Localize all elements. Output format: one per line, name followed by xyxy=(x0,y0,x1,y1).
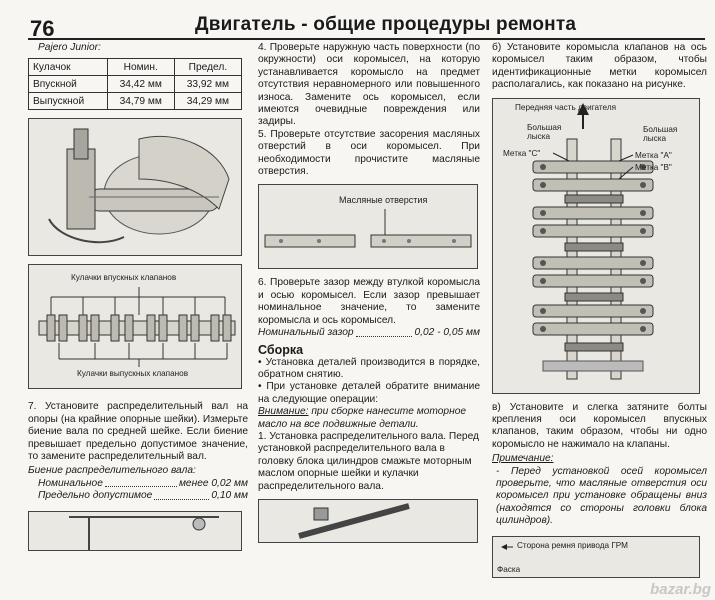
rocker-arms-figure xyxy=(492,98,700,394)
clearance-spec xyxy=(258,327,480,339)
runout-figure xyxy=(28,511,242,551)
step-c-text: в) Установите и слегка затяните болты крепления оси коромысел впускных клапанов, таким образом, чтобы ни одно коромысло не нажимало на клапаны. xyxy=(492,401,707,450)
watermark: bazar.bg xyxy=(650,581,711,598)
table-cell: Выпускной xyxy=(29,93,108,110)
attention-note xyxy=(258,406,480,431)
timing-belt-side-label: Сторона ремня привода ГРМ xyxy=(517,540,628,550)
clearance-label: Номинальный зазор xyxy=(258,327,354,339)
runout-title: Биение распределительного вала: xyxy=(28,465,196,477)
runout-limit xyxy=(28,490,248,502)
exhaust-cams-label: Кулачки выпускных клапанов xyxy=(77,369,189,379)
table-cell: 34,79 мм xyxy=(107,93,174,110)
step-b-text: б) Установите коромысла клапанов на ось коромысел таким образом, чтобы идентификационные метки коромысел располагались, как показано на рисунке. xyxy=(492,42,707,91)
clearance-value: 0,02 - 0,05 мм xyxy=(414,327,480,339)
table-cell: 34,29 мм xyxy=(174,93,241,110)
table-row xyxy=(29,76,242,93)
big-flat-left-label: Большая лыска xyxy=(527,122,562,141)
bullet-1: • Установка деталей производится в порядке, обратном снятию. xyxy=(258,356,480,380)
assembly-heading: Сборка xyxy=(258,342,304,357)
table-cell: Впускной xyxy=(29,76,108,93)
mark-c-label: Метка "С" xyxy=(503,148,541,158)
table-caption: Pajero Junior: xyxy=(38,42,101,53)
runout-nominal xyxy=(28,478,248,490)
step-4-text: 4. Проверьте наружную часть поверхности (по окружности) оси коромысел, на которую устанавливается коромысло на предмет отсутствия неравномерного или повышенного износа. Замените ось коромысел, если имеются очевидные повреждения или задиры. xyxy=(258,42,480,128)
mark-a-label: Метка "А" xyxy=(635,150,672,160)
table-cell: 33,92 мм xyxy=(174,76,241,93)
oil-holes-label: Масляные отверстия xyxy=(339,195,428,206)
column-1 xyxy=(28,42,248,551)
rocker-shaft-figure xyxy=(258,184,478,269)
attention-label: Внимание: xyxy=(258,406,309,418)
timing-belt-side-figure xyxy=(492,536,700,578)
runout-limit-value: 0,10 мм xyxy=(211,490,248,502)
page-title: Двигатель - общие процедуры ремонта xyxy=(195,14,577,35)
step-6-text: 6. Проверьте зазор между втулкой коромысла и осью коромысел. Если зазор превышает номинальное значение, то замените коромысла и ось коромысел. xyxy=(258,277,480,326)
header-rule xyxy=(28,38,705,40)
table-header-row xyxy=(29,59,242,76)
mark-b-label: Метка "В" xyxy=(635,162,672,172)
attention-text: при сборке нанесите моторное масло на все подвижные детали. xyxy=(258,406,467,430)
table-header: Кулачок xyxy=(29,59,108,76)
page-number: 76 xyxy=(30,16,55,41)
runout-nominal-value: менее 0,02 мм xyxy=(178,477,248,489)
cam-spec-table xyxy=(28,58,242,110)
micrometer-figure xyxy=(28,118,242,256)
big-flat-right-label: Большая лыска xyxy=(643,124,678,143)
runout-limit-label: Предельно допустимое xyxy=(38,490,153,502)
note-text: - Перед установкой осей коромысел проверьте, что масляные отверстия оси коромысел при установке обращены вниз (находятся со стороны головки блока цилиндров). xyxy=(496,465,707,527)
step-7-text: 7. Установите распределительный вал на опоры (на крайние опорные шейки). Измерьте биение вала по средней шейке. Если биение превышает предельно допустимое значение, то замените распределительный вал. xyxy=(28,401,248,463)
chamfer-label: Фаска xyxy=(497,564,521,574)
runout-nominal-label: Номинальное xyxy=(38,477,103,489)
camshaft-figure xyxy=(28,264,242,389)
intake-cams-label: Кулачки впускных клапанов xyxy=(71,273,177,283)
table-row xyxy=(29,93,242,110)
table-header: Предел. xyxy=(174,59,241,76)
step-1-text: 1. Установка распределительного вала. Перед установкой распределительного вала в головку блока цилиндров смажьте моторным маслом опорные шейки и кулачки распределительного вала. xyxy=(258,430,479,492)
bullet-2: • При установке деталей обратите внимание на следующие операции: xyxy=(258,381,480,405)
column-2 xyxy=(258,42,480,543)
front-of-engine-label: Передняя часть двигателя xyxy=(515,102,617,112)
table-cell: 34,42 мм xyxy=(107,76,174,93)
table-header: Номин. xyxy=(107,59,174,76)
column-3 xyxy=(492,42,707,578)
camshaft-install-figure xyxy=(258,499,478,543)
note-label: Примечание: xyxy=(492,453,554,465)
step-5-text: 5. Проверьте отсутствие засорения масляных отверстий в оси коромысел. При необходимости прочистите масляные отверстия. xyxy=(258,128,480,178)
